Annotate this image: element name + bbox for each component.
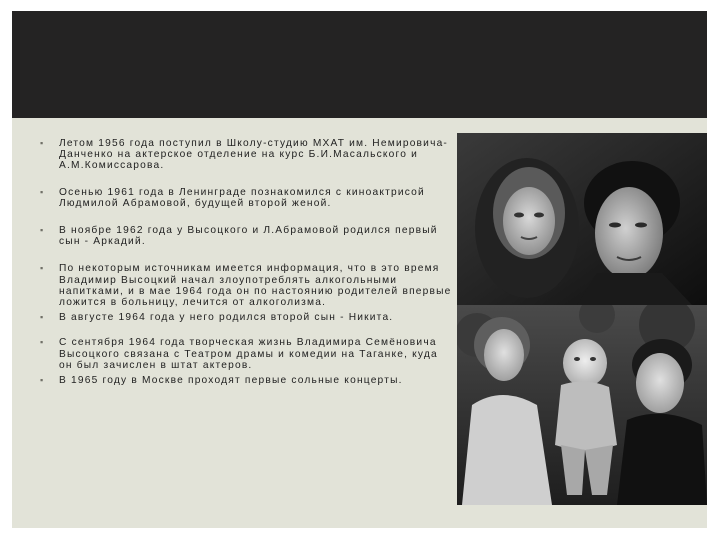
- bullet-item: [40, 225, 452, 247]
- bullet-square-icon: ▪: [40, 138, 45, 148]
- bullet-text: В августе 1964 года у него родился второй сын - Никита.: [59, 312, 394, 324]
- bullet-item: [40, 138, 452, 172]
- bullet-square-icon: ▪: [40, 375, 45, 386]
- bullet-item: [40, 312, 452, 323]
- bullet-text: Осенью 1961 года в Ленинграде познакомился с киноактрисой Людмилой Абрамовой, будущей второй женой.: [59, 186, 425, 209]
- bullet-text: В 1965 году в Москве проходят первые сольные концерты.: [59, 375, 403, 387]
- bullet-item: [40, 337, 452, 371]
- bullet-text: В ноябре 1962 года у Высоцкого и Л.Абрамовой родился первый сын - Аркадий.: [59, 225, 438, 248]
- bullet-item: [40, 375, 452, 386]
- family-photo-drawing: [457, 305, 707, 505]
- bullet-text: Летом 1956 года поступил в Школу-студию МХАТ им. Немировича-Данченко на актерское отделение на курс Б.И.Масальского и А.М.Комиссарова.: [59, 138, 449, 172]
- bullet-square-icon: ▪: [40, 225, 45, 236]
- couple-photo-drawing: [457, 133, 707, 305]
- bullet-square-icon: ▪: [40, 337, 45, 348]
- bullet-square-icon: ▪: [40, 186, 45, 197]
- bullet-square-icon: ▪: [40, 263, 45, 274]
- bullet-text: С сентября 1964 года творческая жизнь Владимира Семёновича Высоцкого связана с Театром драмы и комедии на Таганке, куда он был зачислен в штат актеров.: [59, 337, 438, 371]
- title-band: [12, 11, 707, 118]
- bullet-item: [40, 263, 452, 308]
- bullet-text: По некоторым источникам имеется информация, что в это время Владимир Высоцкий начал злоупотреблять алкогольными напитками, и в мае 1964 года он по настоянию родителей впервые ложится в больницу, лечится от алкоголизма.: [59, 263, 452, 309]
- family-photo: [457, 305, 707, 505]
- bullet-item: [40, 187, 452, 209]
- bullet-list: [40, 138, 452, 386]
- bullet-square-icon: ▪: [40, 312, 45, 323]
- couple-photo: [457, 133, 707, 305]
